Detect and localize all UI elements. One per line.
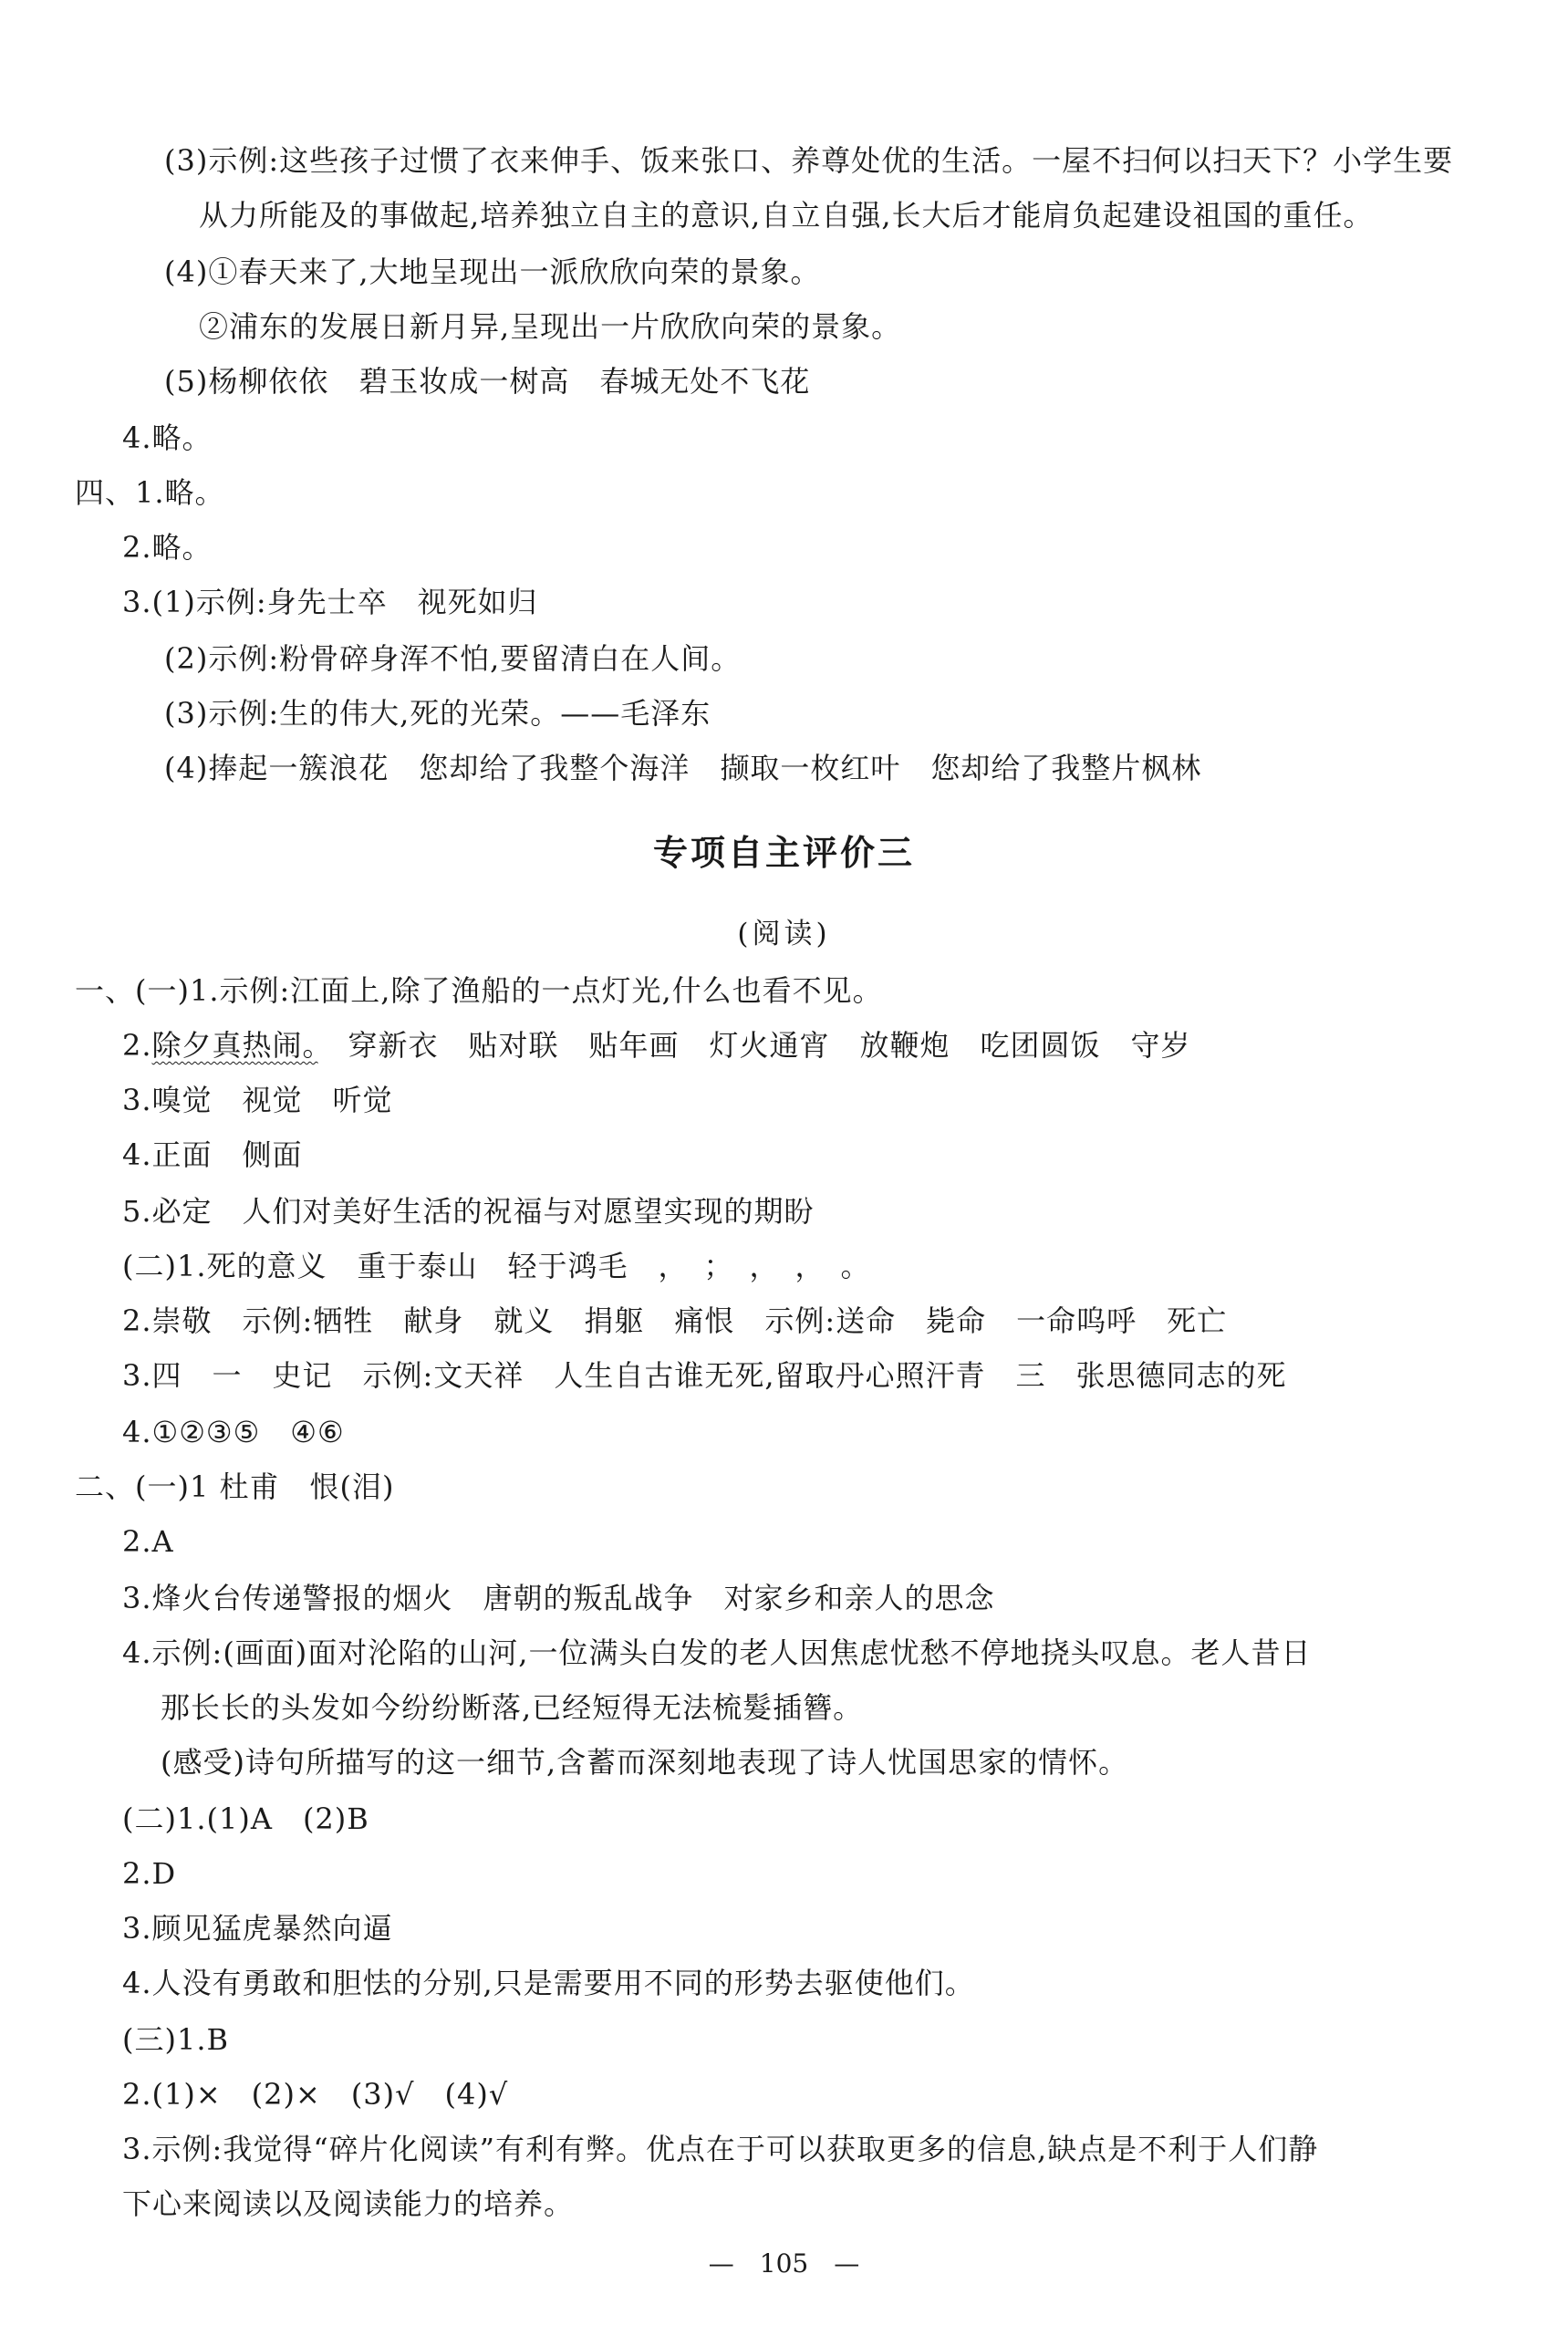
answer-line: 下心来阅读以及阅读能力的培养。 (122, 2186, 575, 2221)
answer-line: 4.略。 (122, 420, 213, 455)
answer-line: 四、1.略。 (75, 475, 225, 510)
answer-line: 3.烽火台传递警报的烟火 唐朝的叛乱战争 对家乡和亲人的思念 (122, 1581, 995, 1615)
wavy-underlined-sentence: 除夕真热闹。 (151, 1028, 318, 1063)
answer-line: 那长长的头发如今纷纷断落,已经短得无法梳髮插簪。 (161, 1690, 864, 1725)
answer-line: 2.略。 (122, 530, 213, 565)
answer-line: 3.顾见猛虎暴然向逼 (122, 1911, 393, 1946)
answer-line: (3)示例:生的伟大,死的光荣。——毛泽东 (164, 696, 711, 731)
answer-line: 从力所能及的事做起,培养独立自主的意识,自立自强,长大后才能肩负起建设祖国的重任。 (199, 198, 1374, 233)
answer-line: (三)1.B (122, 2022, 230, 2057)
page-number: — 105 — (708, 2248, 860, 2279)
answer-line: 二、(一)1 杜甫 恨(泪) (75, 1469, 395, 1504)
answer-line: 2.D (122, 1856, 177, 1891)
answer-line: (2)示例:粉骨碎身浑不怕,要留清白在人间。 (164, 641, 742, 676)
answer-line: 5.必定 人们对美好生活的祝福与对愿望实现的期盼 (122, 1194, 815, 1229)
answer-line: 4.人没有勇敢和胆怯的分别,只是需要用不同的形势去驱使他们。 (122, 1966, 975, 2000)
answer-line: (3)示例:这些孩子过惯了衣来伸手、饭来张口、养尊处优的生活。一屋不扫何以扫天下？小学生要 (164, 143, 1454, 178)
answer-line: (二)1.(1)A (2)B (122, 1801, 369, 1836)
answer-line: (感受)诗句所描写的这一细节,含蓄而深刻地表现了诗人忧国思家的情怀。 (161, 1745, 1129, 1780)
answer-line: (5)杨柳依依 碧玉妆成一树高 春城无处不飞花 (164, 364, 811, 399)
answer-line: (4)捧起一簇浪花 您却给了我整个海洋 撷取一枚红叶 您却给了我整片枫林 (164, 751, 1202, 785)
answer-line: ②浦东的发展日新月异,呈现出一片欣欣向荣的景象。 (199, 309, 902, 344)
answer-text: 穿新衣 贴对联 贴年画 灯火通宵 放鞭炮 吃团圆饭 守岁 (317, 1028, 1191, 1063)
answer-line: 2.崇敬 示例:牺牲 献身 就义 捐躯 痛恨 示例:送命 毙命 一命呜呼 死亡 (122, 1303, 1228, 1338)
answer-line: 4.正面 侧面 (122, 1137, 303, 1172)
answer-line: 3.(1)示例:身先士卒 视死如归 (122, 585, 538, 619)
answer-line: (二)1.死的意义 重于泰山 轻于鸿毛 ， ； ， ， 。 (122, 1249, 871, 1283)
answer-line: 3.四 一 史记 示例:文天祥 人生自古谁无死,留取丹心照汗青 三 张思德同志的死 (122, 1358, 1287, 1393)
answer-prefix: 2. (122, 1028, 152, 1063)
answer-line: 3.示例:我觉得“碎片化阅读”有利有弊。优点在于可以获取更多的信息,缺点是不利于人们静 (122, 2132, 1319, 2166)
answer-line: (4)①春天来了,大地呈现出一派欣欣向荣的景象。 (164, 254, 821, 289)
section-subtitle: (阅读) (737, 918, 831, 950)
answer-line: 4.示例:(画面)面对沦陷的山河,一位满头白发的老人因焦虑忧愁不停地挠头叹息。老人昔日 (122, 1635, 1312, 1670)
answer-line-with-wavy-underline (122, 1025, 1191, 1065)
section-title: 专项自主评价三 (652, 833, 915, 873)
answer-line: 一、(一)1.示例:江面上,除了渔船的一点灯光,什么也看不见。 (75, 973, 883, 1008)
answer-line: 3.嗅觉 视觉 听觉 (122, 1083, 393, 1117)
answer-line: 2.(1)× (2)× (3)√ (4)√ (122, 2077, 509, 2112)
answer-line: 2.A (122, 1524, 174, 1559)
answer-line: 4.①②③⑤ ④⑥ (122, 1415, 345, 1449)
